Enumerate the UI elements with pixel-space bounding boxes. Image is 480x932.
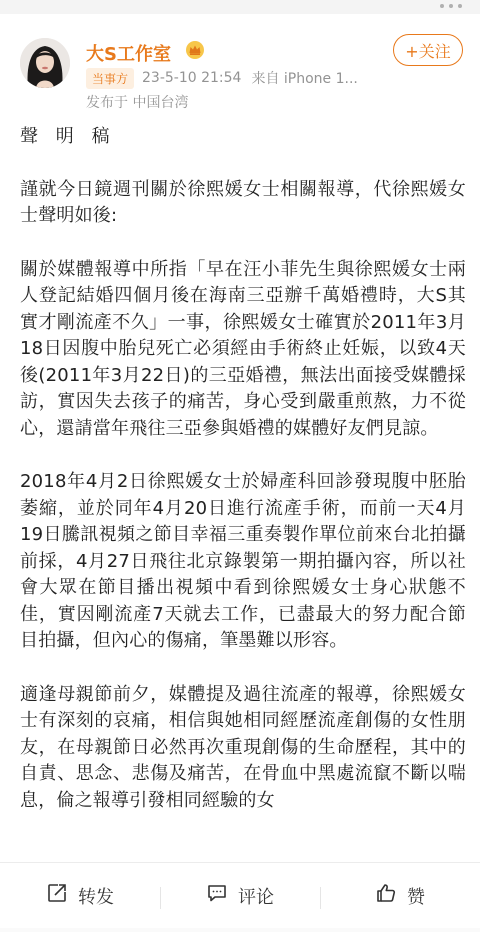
- paragraph: 謹就今日鏡週刊關於徐熙媛女士相關報導，代徐熙媛女士聲明如後:: [20, 178, 466, 226]
- thumbs-up-icon: [375, 882, 397, 909]
- action-bar: [0, 862, 480, 932]
- post-datetime: 23-5-10 21:54: [142, 70, 242, 86]
- bottom-edge: [0, 928, 480, 932]
- paragraph: 適逢母親節前夕，媒體提及過往流產的報導，徐熙媛女士有深刻的哀痛，相信與她相同經歷流產創傷的女性朋友，在母親節日必然再次重現創傷的生命歷程，其中的自責、思念、悲傷及痛苦，在骨血中黑處流竄不斷以喘息，倫之報導引發相同經驗的女: [20, 683, 466, 811]
- repost-label: 转发: [78, 886, 114, 908]
- top-strip: [0, 0, 480, 14]
- like-button[interactable]: [320, 859, 480, 932]
- paragraph: 關於媒體報導中所指「早在汪小菲先生與徐熙媛女士兩人登記結婚四個月後在海南三亞辦千萬婚禮時，大S其實才剛流產不久」一事，徐熙媛女士確實於2011年3月18日因腹中胎兒死亡必須經由手術終止妊娠，以致4天後(2011年3月22日)的三亞婚禮，無法出面接受媒體採訪，實因失去孩子的痛苦，身心受到嚴重煎熬，力不從心，還請當年飛往三亞參與婚禮的媒體好友們見諒。: [20, 258, 466, 439]
- repost-button[interactable]: [0, 859, 160, 932]
- divider: [320, 887, 321, 909]
- crown-badge-icon: [185, 40, 205, 60]
- post-header: [0, 18, 480, 118]
- divider: [160, 887, 161, 909]
- avatar[interactable]: [20, 38, 70, 88]
- like-label: 赞: [407, 886, 425, 908]
- post-location: 发布于 中国台湾: [86, 95, 189, 111]
- more-dots-icon[interactable]: [440, 0, 466, 12]
- follow-button[interactable]: [393, 34, 463, 66]
- post-body: [20, 124, 466, 841]
- post-meta: [86, 68, 358, 88]
- comment-label: 评论: [238, 886, 274, 908]
- repost-icon: [46, 882, 68, 909]
- comment-button[interactable]: [160, 859, 320, 932]
- follow-label: +关注: [405, 41, 451, 61]
- paragraph: 2018年4月2日徐熙媛女士於婦產科回診發現腹中胚胎萎縮，並於同年4月20日進行流產手術，而前一天4月19日騰訊視頻之節目幸福三重奏製作單位前來台北拍攝前採，4月27日飛往北京錄製第一期拍攝內容，所以社會大眾在節目播出視頻中看到徐熙媛女士身心狀態不佳，實因剛流產7天就去工作，已盡最大的努力配合節目拍攝，但內心的傷痛，筆墨難以形容。: [20, 471, 466, 651]
- comment-icon: [206, 882, 228, 909]
- post-source: 来自 iPhone 1...: [251, 71, 358, 87]
- party-badge: 当事方: [86, 68, 134, 89]
- statement-title: 聲 明 稿: [20, 126, 116, 147]
- author-name[interactable]: 大S工作室: [86, 44, 171, 65]
